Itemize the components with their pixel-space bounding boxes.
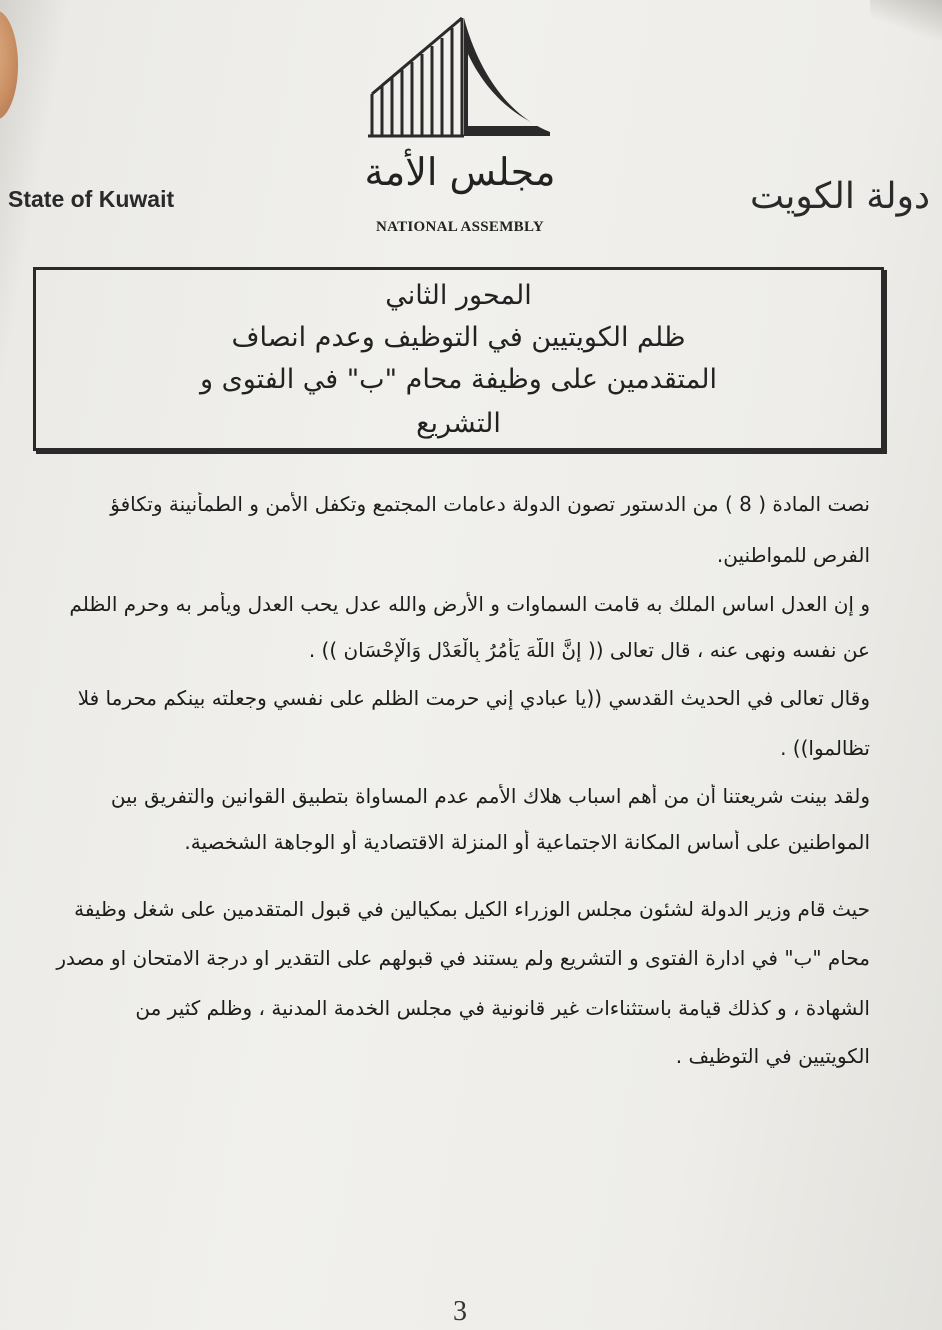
body-line-1: نصت المادة ( 8 ) من الدستور تصون الدولة دعامات المجتمع وتكفل الأمن و الطمأنينة وتكافؤ (110, 492, 870, 516)
body-line-10: محام "ب" في ادارة الفتوى و التشريع ولم يستند في قبولهم على التقدير او درجة الامتحان او مصدر (56, 946, 870, 970)
body-line-9: حيث قام وزير الدولة لشئون مجلس الوزراء الكيل بمكيالين في قبول المتقدمين على شغل وظيفة (74, 897, 870, 921)
body-line-12: الكويتيين في التوظيف . (675, 1044, 870, 1068)
section-title-box (33, 267, 884, 451)
body-line-6: تظالموا)) . (780, 736, 870, 760)
body-line-11: الشهادة ، و كذلك قيامة باستثناءات غير قانونية في مجلس الخدمة المدنية ، وظلم كثير من (135, 996, 870, 1020)
thumb-edge (0, 10, 18, 120)
page-corner-shadow (870, 0, 942, 40)
body-line-4: عن نفسه ونهى عنه ، قال تعالى (( إِنَّ اللَّهَ يَأْمُرُ بِالْعَدْلِ وَالْإِحْسَانِ )) . (308, 638, 870, 662)
title-line-1: المحور الثاني (385, 280, 532, 311)
national-assembly-logo-icon (364, 14, 554, 149)
title-line-3: المتقدمين على وظيفة محام "ب" في الفتوى و (199, 364, 718, 395)
page-number: 3 (453, 1296, 467, 1327)
assembly-name-english: NATIONAL ASSEMBLY (375, 219, 545, 235)
assembly-name-arabic: مجلس الأمة (364, 150, 556, 194)
state-name-arabic: دولة الكويت (750, 176, 930, 217)
state-name-english: State of Kuwait (8, 186, 175, 212)
body-line-2: الفرص للمواطنين. (716, 543, 870, 567)
title-line-2: ظلم الكويتيين في التوظيف وعدم انصاف (231, 322, 686, 353)
title-line-4: التشريع (416, 408, 501, 439)
body-line-7: ولقد بينت شريعتنا أن من أهم اسباب هلاك الأمم عدم المساواة بتطبيق القوانين والتفريق بين (110, 784, 870, 808)
body-line-8: المواطنين على أساس المكانة الاجتماعية أو المنزلة الاقتصادية أو الوجاهة الشخصية. (184, 830, 870, 854)
body-line-5: وقال تعالى في الحديث القدسي ((يا عبادي إني حرمت الظلم على نفسي وجعلته بينكم محرما فلا (77, 686, 870, 710)
body-line-3: و إن العدل اساس الملك به قامت السماوات و الأرض والله عدل يحب العدل ويأمر به وحرم الظلم (69, 592, 870, 616)
